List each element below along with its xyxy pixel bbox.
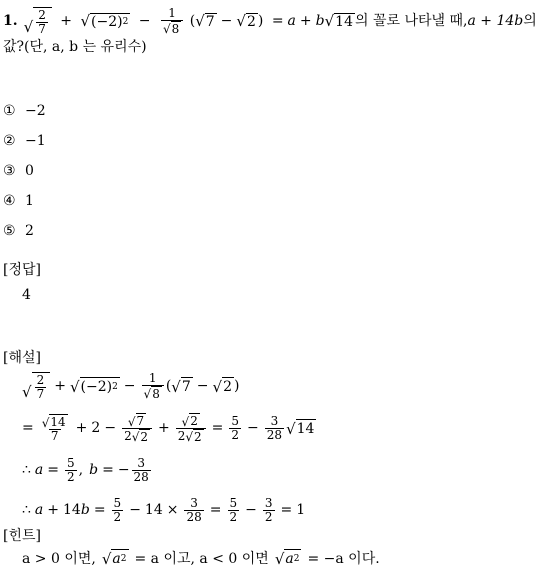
choice-list	[3, 96, 46, 246]
question-line-1	[3, 4, 537, 38]
question-target-expr: a + 14b	[467, 13, 524, 29]
choice-marker: ⑤	[3, 223, 16, 239]
question	[3, 4, 537, 55]
hint-label: [힌트]	[3, 528, 41, 544]
hint-text: a > 0 이면, √ a 2 = a 이고, a < 0 이면 √ a 2 = −a 이다.	[22, 550, 380, 568]
answer-value: 4	[22, 287, 31, 303]
question-text-2: 의	[523, 13, 537, 29]
solution-line-1: √ $\frac{2}{7}$ + √ (−2) 2 − 1 √ 8 ( √ 7 − √ 2 )	[22, 370, 240, 402]
choice-value: −1	[25, 133, 46, 149]
choice-4[interactable]	[3, 186, 46, 216]
choice-3[interactable]	[3, 156, 46, 186]
choice-value: 1	[25, 193, 34, 209]
solution-line-3: ∴ a = $\frac{5}{2}$ , b = − $\frac{3}{28}$	[22, 455, 149, 484]
choice-value: −2	[25, 103, 46, 119]
hint-text-3: = −a 이다.	[307, 551, 380, 567]
solution-body	[22, 366, 316, 530]
question-line-2: 값?(단, a, b 는 유리수)	[3, 39, 147, 55]
solution-line-4: ∴ a + 14 b = $\frac{5}{2}$ − 14 × $\frac{3}{28}$ = $\frac{5}{2}$ − $\frac{3}{2}$ = 1	[22, 495, 306, 524]
question-expression: √ $\frac{2}{7}$ + √ (−2) 2 − 1 √ 8 ( √ 7 − √ 2 ) = a + b √ 14	[23, 5, 353, 37]
solution-line-2: = √ 14 7 + 2 − √ 7 2 √ 2 + √ 2 2 √ 2 = $\frac{5}{2}$ − $\frac{3}{28}$ √ 14	[22, 413, 315, 445]
hint-text-2: = a 이고, a < 0 이면	[134, 551, 269, 567]
solution-label: [해설]	[3, 350, 41, 366]
question-number: 1.	[3, 13, 18, 29]
question-text-1: 의 꼴로 나타낼 때,	[355, 13, 468, 29]
choice-value: 2	[25, 223, 34, 239]
answer-label: [정답]	[3, 262, 41, 278]
choice-marker: ③	[3, 163, 16, 179]
choice-marker: ①	[3, 103, 16, 119]
hint-text-1: a > 0 이면,	[22, 551, 96, 567]
choice-1[interactable]	[3, 96, 46, 126]
choice-value: 0	[25, 163, 34, 179]
choice-marker: ②	[3, 133, 16, 149]
choice-5[interactable]	[3, 216, 46, 246]
choice-2[interactable]	[3, 126, 46, 156]
choice-marker: ④	[3, 193, 16, 209]
